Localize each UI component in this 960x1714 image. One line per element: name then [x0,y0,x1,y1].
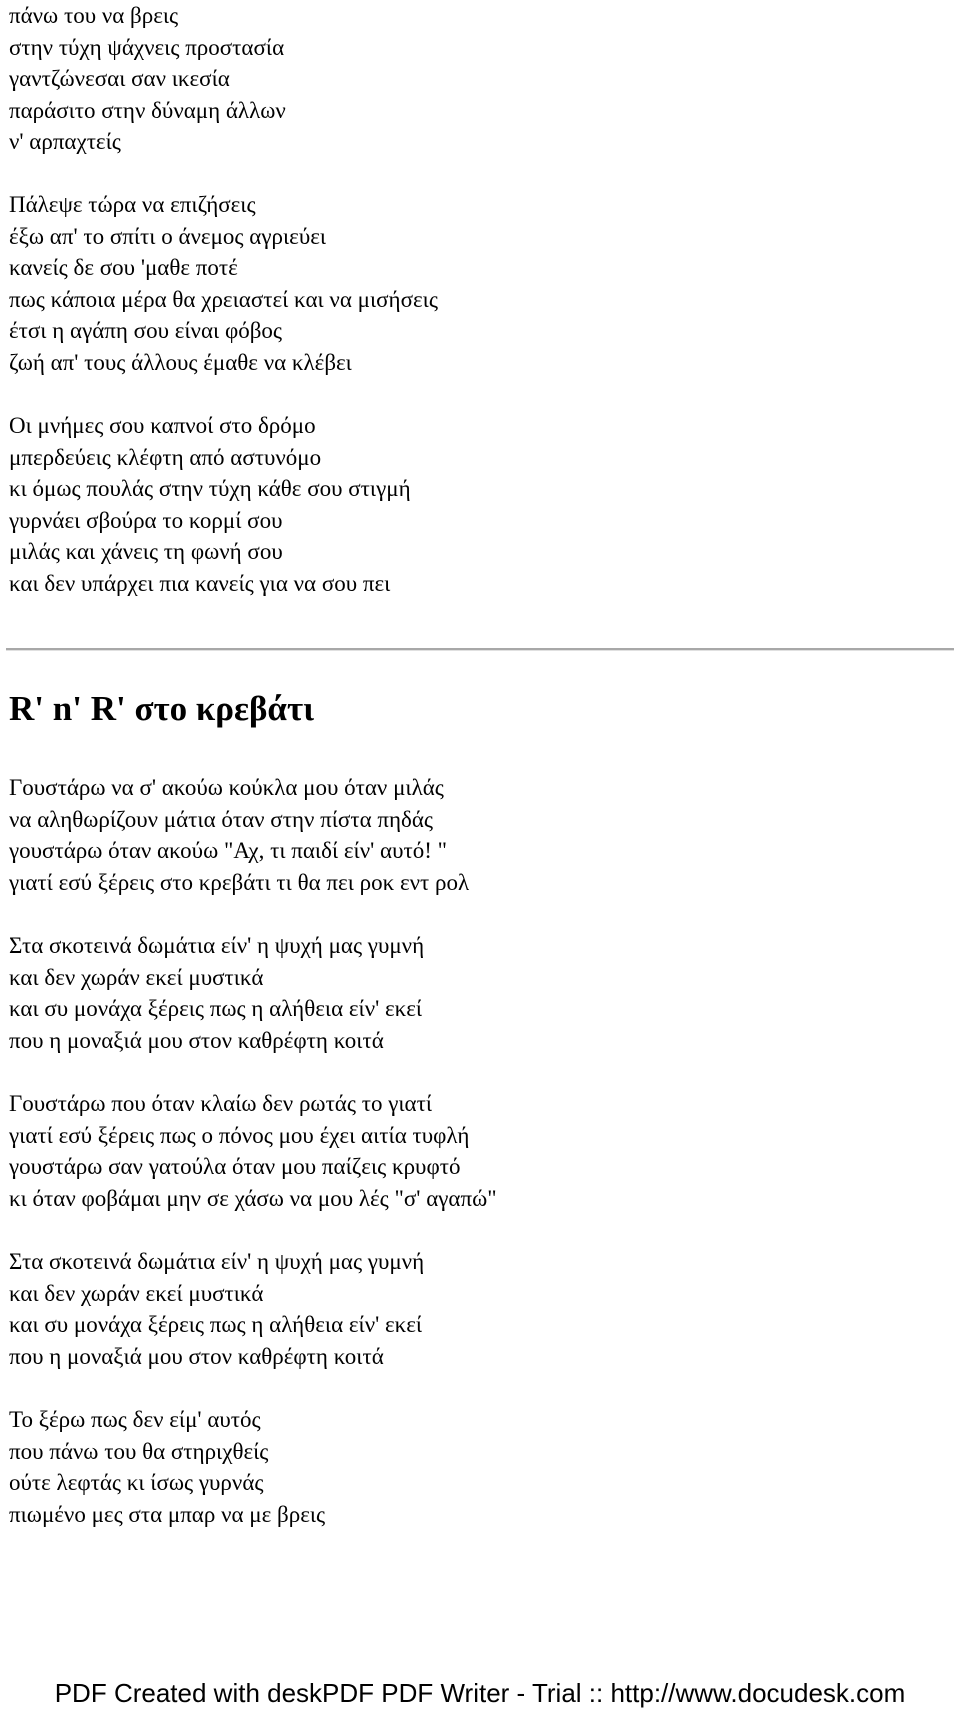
lyric-line: και δεν χωράν εκεί μυστικά [9,1280,264,1306]
lyric-line: στην τύχη ψάχνεις προστασία [9,34,285,60]
stanza [9,1246,424,1372]
lyric-line: ν' αρπαχτείς [9,129,121,154]
lyric-line: Γουστάρω να σ' ακούω κούκλα μου όταν μιλάς [9,775,444,800]
lyric-line: που πάνω του θα στηριχθείς [9,1438,269,1464]
lyric-line: κι όμως πουλάς στην τύχη κάθε σου στιγμή [9,476,411,501]
lyric-line: γουστάρω όταν ακούω "Αχ, τι παιδί είν' αυτό! " [9,838,448,863]
lyric-line: και δεν υπάρχει πια κανείς για να σου πει [9,570,391,596]
lyric-line: Πάλεψε τώρα να επιζήσεις [9,192,256,217]
lyric-line: έτσι η αγάπη σου είναι φόβος [9,318,283,343]
lyric-line: γιατί εσύ ξέρεις στο κρεβάτι τι θα πει ροκ εντ ρολ [9,869,470,895]
lyric-line: έξω απ' το σπίτι ο άνεμος αγριεύει [9,223,327,249]
lyric-line: γουστάρω σαν γατούλα όταν μου παίζεις κρυφτό [9,1154,461,1179]
lyric-line: και συ μονάχα ξέρεις πως η αλήθεια είν' εκεί [9,996,423,1021]
lyric-line: πιωμένο μες στα μπαρ να με βρεις [9,1501,326,1527]
lyric-line: παράσιτο στην δύναμη άλλων [9,97,286,123]
lyric-line: γιατί εσύ ξέρεις πως ο πόνος μου έχει αιτία τυφλή [9,1122,470,1148]
lyric-line: να αληθωρίζουν μάτια όταν στην πίστα πηδάς [9,806,434,832]
lyric-line: και δεν χωράν εκεί μυστικά [9,964,264,990]
stanza [9,1088,497,1214]
lyric-line: Οι μνήμες σου καπνοί στο δρόμο [9,413,316,438]
song-title: R' n' R' στο κρεβάτι [9,689,314,728]
stanza [9,772,469,898]
lyric-line: που η μοναξιά μου στον καθρέφτη κοιτά [9,1343,384,1369]
lyric-line: πως κάποια μέρα θα χρειαστεί και να μισήσεις [9,286,438,312]
lyric-line: Γουστάρω που όταν κλαίω δεν ρωτάς το γιατί [9,1091,433,1116]
lyric-line: Στα σκοτεινά δωμάτια είν' η ψυχή μας γυμνή [9,1249,425,1274]
stanza [9,930,424,1056]
lyric-line: Το ξέρω πως δεν είμ' αυτός [9,1407,261,1432]
lyric-line: ζωή απ' τους άλλους έμαθε να κλέβει [9,349,352,375]
stanza [9,1404,325,1530]
pdf-watermark-footer: PDF Created with deskPDF PDF Writer - Trial :: http://www.docudesk.com [54,1678,906,1708]
lyric-line: κι όταν φοβάμαι μην σε χάσω να μου λές "σ' αγαπώ" [9,1185,497,1211]
lyric-line: μπερδεύεις κλέφτη από αστυνόμο [9,444,322,470]
lyric-line: μιλάς και χάνεις τη φωνή σου [9,539,283,564]
stanza [9,410,411,599]
stanza [9,189,438,378]
lyric-line: ούτε λεφτάς κι ίσως γυρνάς [9,1470,264,1495]
lyric-line: κανείς δε σου 'μαθε ποτέ [9,255,238,280]
lyric-line: που η μοναξιά μου στον καθρέφτη κοιτά [9,1027,384,1053]
stanza [9,0,286,158]
horizontal-rule [6,648,954,651]
lyric-line: γυρνάει σβούρα το κορμί σου [9,507,283,533]
lyric-line: γαντζώνεσαι σαν ικεσία [9,66,230,91]
lyric-line: πάνω του να βρεις [9,3,179,28]
lyric-line: και συ μονάχα ξέρεις πως η αλήθεια είν' εκεί [9,1312,423,1337]
lyric-line: Στα σκοτεινά δωμάτια είν' η ψυχή μας γυμνή [9,933,425,958]
